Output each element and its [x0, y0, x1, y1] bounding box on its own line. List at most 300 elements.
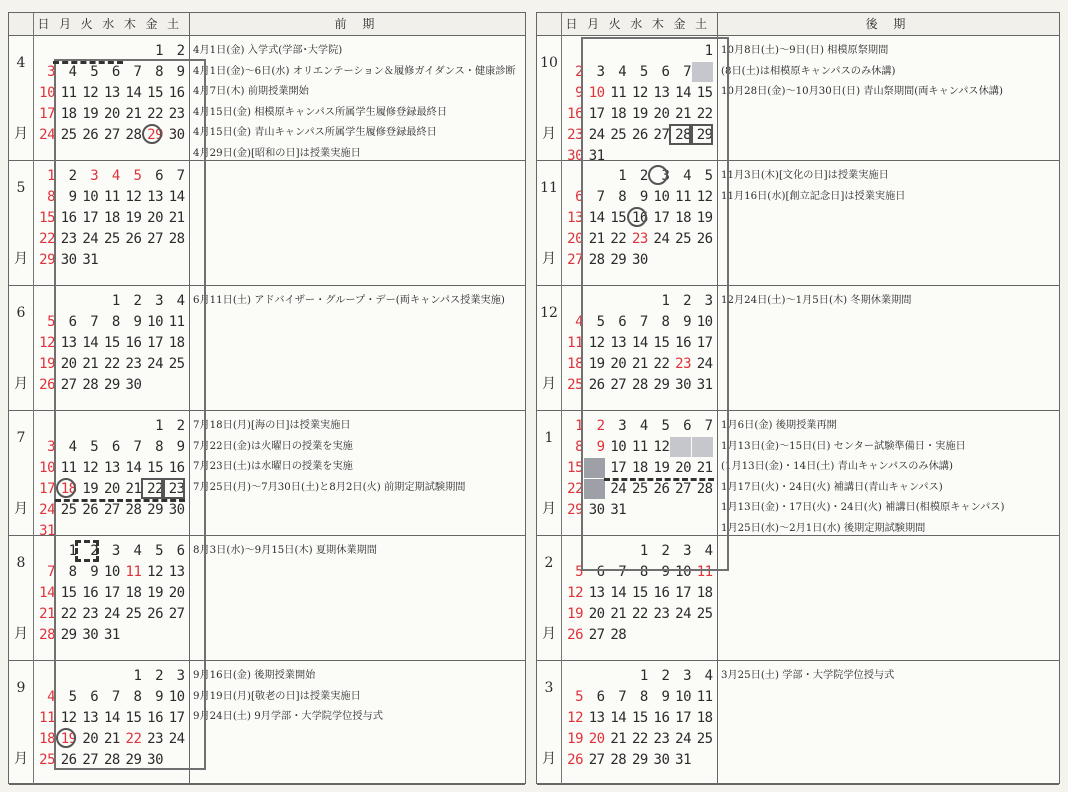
- calendar-day: 9: [90, 564, 99, 580]
- calendar-day: 28: [125, 502, 142, 518]
- calendar-grid: [561, 35, 717, 164]
- notes-column: [189, 535, 525, 660]
- calendar-day: 7: [639, 314, 648, 330]
- month-label-cell: [537, 285, 562, 410]
- schedule-note: 1月25日(水)～2月1日(水) 後期定期試験期間: [721, 523, 926, 534]
- calendar-day: 19: [60, 731, 77, 747]
- calendar-day: 8: [111, 314, 120, 330]
- calendar-day: 1: [639, 668, 648, 684]
- calendar-day: 20: [653, 106, 670, 122]
- calendar-day: 6: [596, 689, 605, 705]
- calendar-week-row: [33, 458, 189, 478]
- second-semester-title: 後 期: [717, 13, 1059, 35]
- calendar-day: 19: [588, 356, 605, 372]
- calendar-day: 4: [575, 314, 583, 330]
- calendar-day: 20: [675, 460, 691, 476]
- schedule-note: 1月13日(金)・17日(火)・24日(火) 補講日(相模原キャンパス): [721, 502, 1005, 514]
- calendar-day: 1: [47, 168, 55, 184]
- calendar-day: 21: [610, 731, 627, 747]
- calendar-day: 15: [147, 460, 163, 476]
- calendar-day: 6: [68, 314, 77, 330]
- calendar-day: 26: [82, 127, 99, 143]
- weekday-header-3: 水: [630, 17, 643, 31]
- calendar-week-row: [33, 500, 189, 520]
- calendar-day: 30: [168, 502, 185, 518]
- calendar-day: 23: [653, 731, 670, 747]
- calendar-day: 1: [155, 43, 163, 59]
- calendar-week-row: [33, 125, 189, 145]
- calendar-day: 17: [610, 460, 627, 476]
- calendar-day: 17: [653, 210, 670, 226]
- calendar-day: 29: [60, 627, 77, 643]
- month-block-7: [9, 410, 525, 539]
- month-column-header: [9, 13, 34, 35]
- first-semester-panel: [8, 12, 526, 784]
- calendar-week-row: [33, 312, 189, 332]
- weekday-header-4: 木: [651, 17, 664, 31]
- calendar-day: 5: [596, 314, 605, 330]
- schedule-note: (1月13日(金)・14日(土) 青山キャンパスのみ休講): [721, 461, 953, 473]
- calendar-day: 22: [39, 231, 55, 247]
- calendar-day: 1: [575, 418, 583, 434]
- calendar-day: 4: [111, 168, 120, 184]
- weekday-header-1: 月: [587, 17, 600, 31]
- calendar-day: 9: [683, 314, 691, 330]
- calendar-day: 27: [60, 377, 77, 393]
- calendar-day: 23: [168, 106, 185, 122]
- calendar-day: 24: [39, 502, 55, 518]
- calendar-day: 9: [68, 189, 77, 205]
- calendar-day: 1: [661, 293, 670, 309]
- calendar-grid: [561, 535, 717, 660]
- month-label-cell: [9, 35, 34, 160]
- second-semester-panel: [536, 12, 1060, 784]
- calendar-day: 10: [653, 189, 670, 205]
- calendar-week-row: [561, 41, 717, 61]
- schedule-note: 7月25日(月)～7月30日(土)と8月2日(火) 前期定期試験期間: [193, 481, 466, 493]
- calendar-day: 13: [103, 460, 120, 476]
- calendar-day: 14: [610, 585, 627, 601]
- schedule-note: 1月17日(火)・24日(火) 補講日(青山キャンパス): [721, 481, 943, 493]
- calendar-day: 10: [147, 314, 163, 330]
- schedule-note: 7月18日(月)[海の日]は授業実施日: [193, 420, 351, 431]
- schedule-note: 8月3日(水)～9月15日(木) 夏期休業期間: [193, 545, 377, 556]
- schedule-note: 3月25日(土) 学部・大学院学位授与式: [721, 670, 895, 681]
- calendar-day: 16: [653, 710, 670, 726]
- calendar-week-row: [561, 83, 717, 103]
- calendar-day: 15: [60, 585, 77, 601]
- calendar-day: 23: [125, 356, 142, 372]
- calendar-day: 31: [588, 148, 605, 164]
- calendar-day: 21: [39, 606, 55, 622]
- calendar-day: 10: [39, 460, 55, 476]
- calendar-day: 14: [103, 710, 120, 726]
- calendar-day: 12: [82, 85, 99, 101]
- month-number: 4: [16, 55, 26, 71]
- notes-column: [717, 410, 1059, 535]
- calendar-day: 2: [133, 293, 142, 309]
- calendar-week-row: [33, 562, 189, 582]
- calendar-day: 9: [133, 314, 142, 330]
- calendar-day: 15: [696, 85, 713, 101]
- calendar-day: 7: [47, 564, 55, 580]
- calendar-day: 18: [631, 460, 648, 476]
- calendar-day: 19: [696, 210, 713, 226]
- month-block-2: [537, 535, 1059, 661]
- calendar-week-row: [33, 208, 189, 228]
- calendar-day: 4: [639, 418, 648, 434]
- calendar-day: 11: [60, 85, 77, 101]
- calendar-day: 11: [675, 189, 691, 205]
- schedule-note: 12月24日(土)～1月5日(木) 冬期休業期間: [721, 295, 912, 306]
- calendar-day: 19: [567, 606, 583, 622]
- calendar-day: 21: [631, 356, 648, 372]
- calendar-day: 16: [147, 710, 163, 726]
- schedule-note: 4月7日(木) 前期授業開始: [193, 86, 309, 98]
- calendar-week-row: [33, 750, 189, 770]
- notes-column: [717, 35, 1059, 160]
- calendar-day: 31: [39, 523, 55, 539]
- calendar-week-row: [33, 291, 189, 311]
- calendar-day: 13: [567, 210, 583, 226]
- calendar-day: 9: [176, 439, 185, 455]
- calendar-day: 26: [567, 627, 583, 643]
- calendar-grid: [561, 660, 717, 784]
- calendar-day: 18: [610, 106, 627, 122]
- calendar-day: 10: [168, 689, 185, 705]
- calendar-week-row: [561, 562, 717, 582]
- calendar-day: 24: [610, 481, 627, 497]
- calendar-day: 22: [147, 106, 163, 122]
- calendar-week-row: [33, 416, 189, 436]
- calendar-day: 7: [133, 439, 142, 455]
- first-semester-title: 前 期: [189, 13, 525, 35]
- calendar-day: 17: [39, 481, 55, 497]
- calendar-day: 4: [133, 543, 142, 559]
- calendar-day: 17: [168, 710, 185, 726]
- calendar-day: 12: [567, 585, 583, 601]
- calendar-day: 25: [696, 606, 713, 622]
- calendar-day: 16: [653, 585, 670, 601]
- calendar-week-row: [33, 104, 189, 124]
- calendar-day: 12: [631, 85, 648, 101]
- calendar-day: 24: [168, 731, 185, 747]
- calendar-week-row: [561, 166, 717, 186]
- month-label-cell: [9, 160, 34, 285]
- month-number: 12: [540, 305, 558, 321]
- calendar-day: 8: [661, 314, 670, 330]
- calendar-day: 2: [176, 43, 185, 59]
- calendar-day: 15: [39, 210, 55, 226]
- calendar-day: 26: [567, 752, 583, 768]
- calendar-day: 19: [82, 106, 99, 122]
- schedule-note: 4月1日(金) 入学式(学部･大学院): [193, 45, 343, 56]
- calendar-day: 10: [103, 564, 120, 580]
- calendar-day: 1: [155, 418, 163, 434]
- calendar-day: 18: [60, 106, 77, 122]
- month-kanji: 月: [542, 626, 556, 642]
- calendar-day: 5: [133, 168, 142, 184]
- calendar-week-row: [33, 187, 189, 207]
- calendar-day: 24: [39, 127, 55, 143]
- calendar-week-row: [561, 291, 717, 311]
- calendar-grid: [33, 285, 189, 410]
- calendar-day: 30: [168, 127, 185, 143]
- calendar-day: 14: [631, 335, 648, 351]
- calendar-day: 20: [147, 210, 163, 226]
- calendar-day: 28: [675, 127, 691, 143]
- calendar-day: 13: [60, 335, 77, 351]
- calendar-day: 4: [68, 439, 77, 455]
- calendar-day: 4: [618, 64, 627, 80]
- calendar-day: 8: [47, 189, 55, 205]
- calendar-grid: [33, 35, 189, 160]
- calendar-week-row: [33, 604, 189, 624]
- calendar-day: 8: [133, 689, 142, 705]
- calendar-day: 7: [90, 314, 99, 330]
- calendar-day: 31: [696, 377, 713, 393]
- calendar-day: 15: [631, 585, 648, 601]
- schedule-note: 4月15日(金) 青山キャンパス所属学生履修登録最終日: [193, 127, 437, 139]
- calendar-day: 20: [168, 585, 185, 601]
- calendar-day: 8: [618, 189, 627, 205]
- calendar-day: 18: [39, 731, 55, 747]
- calendar-week-row: [33, 541, 189, 561]
- calendar-day: 18: [168, 335, 185, 351]
- month-kanji: 月: [542, 376, 556, 392]
- calendar-day: 2: [661, 668, 670, 684]
- calendar-day: 11: [631, 439, 648, 455]
- weekday-header-2: 火: [608, 17, 621, 31]
- calendar-day: 13: [588, 585, 605, 601]
- schedule-note: 4月29日(金)[昭和の日]は授業実施日: [193, 148, 361, 159]
- calendar-week-row: [561, 583, 717, 603]
- calendar-day: 6: [661, 64, 670, 80]
- calendar-day: 9: [596, 439, 605, 455]
- calendar-day: 4: [683, 168, 691, 184]
- calendar-day: 5: [661, 418, 670, 434]
- calendar-week-row: [561, 354, 717, 374]
- calendar-day: 21: [696, 460, 713, 476]
- calendar-day: 5: [47, 314, 55, 330]
- notes-column: [717, 285, 1059, 410]
- month-number: 5: [16, 180, 26, 196]
- calendar-day: 6: [575, 189, 583, 205]
- calendar-day: 21: [125, 481, 142, 497]
- calendar-day: 10: [675, 564, 691, 580]
- calendar-day: 5: [575, 689, 583, 705]
- calendar-week-row: [561, 104, 717, 124]
- calendar-day: 25: [39, 752, 55, 768]
- calendar-day: 19: [631, 106, 648, 122]
- calendar-day: 7: [618, 689, 627, 705]
- calendar-day: 1: [639, 543, 648, 559]
- calendar-day: 28: [610, 752, 627, 768]
- calendar-day: 5: [575, 564, 583, 580]
- calendar-week-row: [33, 333, 189, 353]
- month-label-cell: [9, 410, 34, 535]
- calendar-day: 11: [60, 460, 77, 476]
- calendar-week-row: [561, 625, 717, 645]
- calendar-day: 6: [618, 314, 627, 330]
- month-block-9: [9, 660, 525, 785]
- month-label-cell: [537, 160, 562, 285]
- month-label-cell: [9, 660, 34, 784]
- calendar-week-row: [561, 187, 717, 207]
- calendar-day: 18: [60, 481, 77, 497]
- calendar-day: 14: [82, 335, 99, 351]
- calendar-day: 28: [103, 752, 120, 768]
- calendar-day: 27: [588, 627, 605, 643]
- calendar-day: 29: [39, 252, 55, 268]
- calendar-day: 23: [675, 356, 691, 372]
- month-label-cell: [537, 660, 562, 784]
- calendar-day: 19: [39, 356, 55, 372]
- calendar-week-row: [33, 62, 189, 82]
- calendar-week-row: [33, 666, 189, 686]
- calendar-day: 27: [588, 752, 605, 768]
- calendar-day: 27: [168, 606, 185, 622]
- calendar-day: 3: [683, 543, 691, 559]
- calendar-day: 10: [610, 439, 627, 455]
- schedule-note: 11月3日(木)[文化の日]は授業実施日: [721, 170, 889, 181]
- calendar-day: 10: [675, 689, 691, 705]
- calendar-day: 26: [39, 377, 55, 393]
- calendar-day: 13: [610, 335, 627, 351]
- calendar-day: 14: [125, 85, 142, 101]
- calendar-day: 6: [111, 64, 120, 80]
- calendar-day: 21: [168, 210, 185, 226]
- month-number: 1: [544, 430, 554, 446]
- calendar-day: 31: [82, 252, 99, 268]
- calendar-day: 22: [631, 731, 648, 747]
- month-label-cell: [9, 285, 34, 410]
- calendar-day: 31: [675, 752, 691, 768]
- month-block-4: [9, 35, 525, 161]
- calendar-day: 4: [704, 543, 713, 559]
- calendar-day: 21: [610, 606, 627, 622]
- calendar-day: 7: [683, 64, 691, 80]
- calendar-week-row: [33, 625, 189, 645]
- calendar-day: 3: [704, 293, 713, 309]
- calendar-day: 26: [696, 231, 713, 247]
- calendar-day: 20: [588, 731, 605, 747]
- notes-column: [717, 160, 1059, 285]
- calendar-day: 23: [653, 606, 670, 622]
- month-label-cell: [537, 535, 562, 660]
- calendar-day: 23: [147, 731, 163, 747]
- calendar-day: 11: [39, 710, 55, 726]
- calendar-week-row: [561, 708, 717, 728]
- calendar-day: 17: [103, 585, 120, 601]
- calendar-day: 30: [631, 252, 648, 268]
- calendar-day: 29: [567, 502, 583, 518]
- calendar-day: 27: [653, 127, 670, 143]
- weekday-header-1: 月: [59, 17, 72, 31]
- calendar-day: 1: [68, 543, 77, 559]
- calendar-day: 18: [125, 585, 142, 601]
- weekday-header-5: 金: [145, 17, 158, 31]
- calendar-day: 12: [147, 564, 163, 580]
- calendar-day: 23: [82, 606, 99, 622]
- weekday-header-6: 土: [695, 17, 708, 31]
- month-kanji: 月: [14, 251, 28, 267]
- calendar-day: 30: [125, 377, 142, 393]
- calendar-day: 24: [675, 606, 691, 622]
- calendar-day: 17: [82, 210, 99, 226]
- calendar-day: 13: [168, 564, 185, 580]
- calendar-day: 6: [111, 439, 120, 455]
- calendar-week-row: [33, 583, 189, 603]
- month-block-5: [9, 160, 525, 286]
- calendar-day: 7: [176, 168, 185, 184]
- calendar-day: 20: [610, 356, 627, 372]
- calendar-day: 28: [610, 627, 627, 643]
- calendar-day: 5: [704, 168, 713, 184]
- calendar-day: 12: [588, 335, 605, 351]
- calendar-day: 7: [111, 689, 120, 705]
- calendar-day: 20: [588, 606, 605, 622]
- calendar-day: 25: [168, 356, 185, 372]
- calendar-day: 19: [567, 731, 583, 747]
- calendar-day: 9: [575, 85, 583, 101]
- schedule-note: 4月1日(金)～6日(水) オリエンテーション＆履修ガイダンス・健康診断: [193, 65, 516, 77]
- calendar-week-row: [33, 354, 189, 374]
- calendar-week-row: [561, 333, 717, 353]
- calendar-day: 15: [631, 710, 648, 726]
- calendar-day: 14: [588, 210, 605, 226]
- calendar-day: 3: [596, 64, 605, 80]
- calendar-day: 17: [147, 335, 163, 351]
- calendar-day: 25: [125, 606, 142, 622]
- calendar-day: 25: [675, 231, 691, 247]
- calendar-day: 9: [661, 689, 670, 705]
- month-block-11: [537, 160, 1059, 286]
- shaded-day: [692, 437, 713, 457]
- calendar-day: 15: [567, 460, 583, 476]
- calendar-day: 12: [82, 460, 99, 476]
- calendar-week-row: [561, 312, 717, 332]
- month-kanji: 月: [542, 751, 556, 767]
- calendar-day: 6: [90, 689, 99, 705]
- calendar-day: 12: [125, 189, 142, 205]
- calendar-day: 23: [631, 231, 648, 247]
- calendar-day: 7: [704, 418, 713, 434]
- schedule-note: 7月22日(金)は火曜日の授業を実施: [193, 440, 353, 452]
- calendar-day: 16: [82, 585, 99, 601]
- calendar-day: 2: [596, 418, 605, 434]
- calendar-day: 12: [39, 335, 55, 351]
- month-number: 9: [16, 680, 26, 696]
- calendar-day: 12: [696, 189, 713, 205]
- calendar-day: 25: [567, 377, 583, 393]
- calendar-day: 24: [653, 231, 670, 247]
- month-label-cell: [537, 35, 562, 160]
- calendar-day: 24: [675, 731, 691, 747]
- schedule-note: 9月16日(金) 後期授業開始: [193, 670, 316, 681]
- calendar-grid: [33, 160, 189, 285]
- calendar-day: 15: [103, 335, 120, 351]
- calendar-day: 26: [588, 377, 605, 393]
- month-kanji: 月: [14, 501, 28, 517]
- calendar-day: 26: [60, 752, 77, 768]
- calendar-day: 30: [60, 252, 77, 268]
- calendar-day: 17: [675, 585, 691, 601]
- calendar-day: 23: [567, 127, 583, 143]
- schedule-note: 7月23日(土)は水曜日の授業を実施: [193, 461, 353, 473]
- calendar-day: 31: [103, 627, 120, 643]
- circled-day-marker: [627, 207, 647, 227]
